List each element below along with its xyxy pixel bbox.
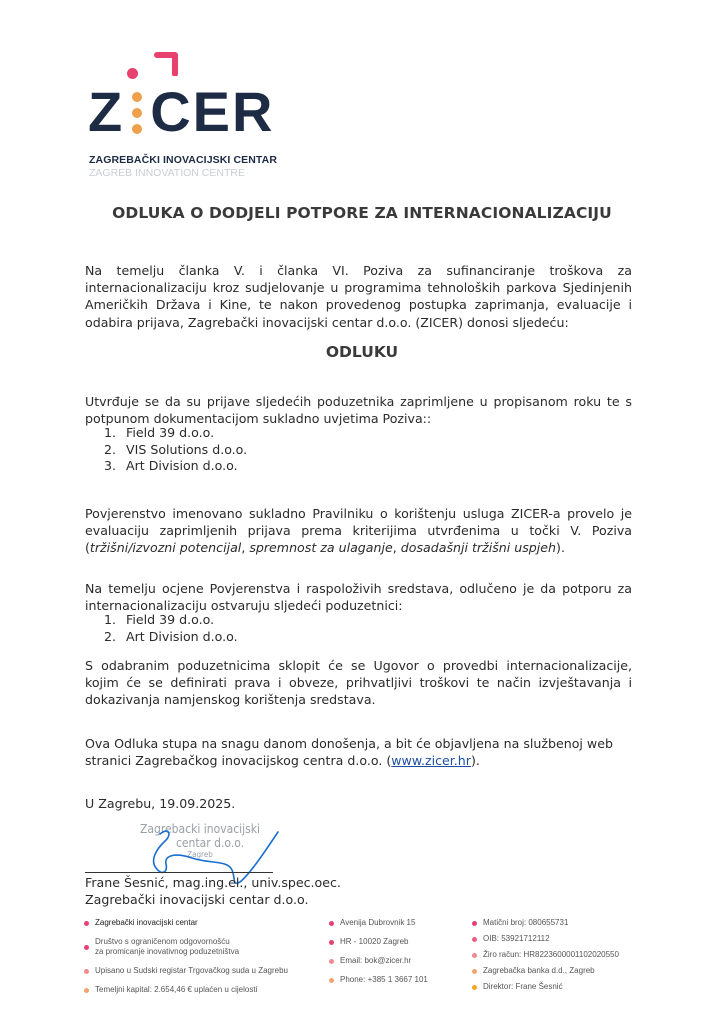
criterion-1: tržišni/izvozni potencijal <box>89 540 242 556</box>
bullet-dot-icon <box>329 940 334 945</box>
intro-paragraph: Na temelju članka V. i članka VI. Poziva za sufinanciranje troškova za internacionalizaciju kroz sudjelovanje u programima tehnoloških parkova Sjedinjenih Američkih Država i Kine, te nakon provedenog postupka zaprimanja, evaluacije i odabira prijava, Zagrebački inovacijski centar d.o.o. (ZICER) donosi sljedeću: <box>85 263 632 330</box>
bullet-dot-icon <box>472 985 477 990</box>
website-link[interactable]: www.zicer.hr <box>391 753 471 769</box>
footer-phone: Phone: +385 1 3667 101 <box>340 975 428 984</box>
list-number: 1. <box>104 612 117 627</box>
logo-subtitle: ZAGREBAČKI INOVACIJSKI CENTAR <box>89 154 278 166</box>
footer-item <box>84 985 324 995</box>
logo-letters-cer: CER <box>150 80 275 143</box>
footer-item <box>329 956 469 966</box>
applicant-name: VIS Solutions d.o.o. <box>126 441 248 457</box>
bullet-dot-icon <box>472 953 477 958</box>
footer-oib: OIB: 53921712112 <box>483 934 550 943</box>
footer-text-line-1: Društvo s ograničenom odgovornošću <box>95 937 230 946</box>
footer-item <box>472 934 652 944</box>
footer-item <box>472 918 652 928</box>
list-item <box>104 612 238 629</box>
footer-item <box>329 918 469 928</box>
separator: , <box>392 540 401 556</box>
separator: , <box>241 540 250 556</box>
bullet-dot-icon <box>84 945 89 950</box>
list-item <box>104 629 238 646</box>
list-number: 2. <box>104 441 117 457</box>
criterion-2: spremnost za ulaganje <box>249 540 393 556</box>
footer-bank-account: Žiro račun: HR8223600001102020550 <box>483 950 619 959</box>
stamp-line-2: centar d.o.o. <box>175 836 245 850</box>
footer-column-registration <box>472 918 652 997</box>
signer-name: Frane Šesnić, mag.ing.el., univ.spec.oec. <box>85 875 341 890</box>
stamp-line-3: Zagreb <box>187 850 213 859</box>
footer-director: Direktor: Frane Šesnić <box>483 982 563 991</box>
bullet-dot-icon <box>329 978 334 983</box>
list-number: 1. <box>104 425 117 440</box>
signer-block <box>85 875 341 908</box>
effective-end: ). <box>470 753 480 769</box>
list-item <box>104 425 247 442</box>
document-title: ODLUKA O DODJELI POTPORE ZA INTERNACIONALIZACIJU <box>112 204 612 222</box>
stamp-line-1: Zagrebacki inovacijski <box>139 822 261 836</box>
bullet-dot-icon <box>472 921 477 926</box>
bullet-dot-icon <box>84 988 89 993</box>
footer-address: Avenija Dubrovnik 15 <box>340 918 416 927</box>
footer-text <box>95 937 239 957</box>
logo-letter-z: Z <box>88 80 125 143</box>
footer-bank: Zagrebačka banka d.d., Zagreb <box>483 966 595 975</box>
bullet-dot-icon <box>472 969 477 974</box>
logo-subtitle-en: ZAGREB INNOVATION CENTRE <box>89 167 245 179</box>
footer-item <box>84 937 324 957</box>
effective-paragraph <box>85 735 632 769</box>
bullet-dot-icon <box>329 959 334 964</box>
logo-arrow-icon <box>154 52 180 76</box>
received-applicants-list <box>104 425 247 475</box>
list-item <box>104 458 247 475</box>
committee-end: ). <box>556 540 565 556</box>
bullet-dot-icon <box>329 921 334 926</box>
footer-item <box>472 982 652 992</box>
footer-text: Zagrebački inovacijski centar <box>95 918 198 927</box>
logo-dots-icon <box>126 88 148 136</box>
decision-heading: ODLUKU <box>325 343 399 361</box>
applicant-name: Field 39 d.o.o. <box>126 425 215 440</box>
footer-email: Email: bok@zicer.hr <box>340 956 412 965</box>
footer-item <box>84 918 324 928</box>
footer-item <box>329 937 469 947</box>
list-item <box>104 442 247 459</box>
footer-item <box>329 975 469 985</box>
footer-text: Upisano u Sudski registar Trgovačkog suda u Zagrebu <box>95 966 288 975</box>
applicant-name: Art Division d.o.o. <box>126 628 238 644</box>
contract-paragraph: S odabranim poduzetnicima sklopit će se Ugovor o provedbi internacionalizacije, kojim će se definirati prava i obveze, prihvatljivi troškovi te način izvještavanja i dokazivanja namjenskog korištenja sredstava. <box>85 658 632 708</box>
signature-line <box>85 872 273 873</box>
committee-text: Povjerenstvo imenovano sukladno Pravilniku o korištenju usluga ZICER-a provelo je evaluaciju zaprimljenih prijava prema kriterijima utvrđenima u točki V. Poziva ( <box>85 506 632 556</box>
zicer-logo <box>88 50 298 180</box>
awarded-applicants-list <box>104 612 238 645</box>
criterion-3: dosadašnji tržišni uspjeh <box>400 540 557 556</box>
committee-paragraph <box>85 505 632 557</box>
logo-wordmark <box>88 80 275 143</box>
bullet-dot-icon <box>472 937 477 942</box>
footer-text-line-2: za promicanje inovativnog poduzetništva <box>95 947 240 956</box>
applicant-name: Field 39 d.o.o. <box>126 612 215 627</box>
footer-column-company <box>84 918 324 1000</box>
list-number: 3. <box>104 458 117 473</box>
footer-registration-number: Matični broj: 080655731 <box>483 918 569 927</box>
date-line: U Zagrebu, 19.09.2025. <box>85 796 236 811</box>
effective-text: Ova Odluka stupa na snagu danom donošenja, a bit će objavljena na službenoj web stranici Zagrebačkog inovacijskog centra d.o.o. ( <box>85 736 613 769</box>
applicant-name: Art Division d.o.o. <box>126 458 238 473</box>
footer-text: Temeljni kapital: 2.654,46 € uplaćen u cijelosti <box>95 985 258 994</box>
awarded-paragraph: Na temelju ocjene Povjerenstva i raspoloživih sredstava, odlučeno je da potporu za internacionalizaciju ostvaruju sljedeći poduzetnici: <box>85 581 632 614</box>
footer-city: HR - 10020 Zagreb <box>340 937 409 946</box>
list-number: 2. <box>104 628 117 644</box>
footer-item <box>84 966 324 976</box>
footer-item <box>472 966 652 976</box>
footer-item <box>472 950 652 960</box>
bullet-dot-icon <box>84 969 89 974</box>
footer-column-contact <box>329 918 469 990</box>
bullet-dot-icon <box>84 921 89 926</box>
signer-organization: Zagrebački inovacijski centar d.o.o. <box>85 891 309 907</box>
received-paragraph: Utvrđuje se da su prijave sljedećih poduzetnika zaprimljene u propisanom roku te s potpunom dokumentacijom sukladno uvjetima Poziva:: <box>85 394 632 427</box>
